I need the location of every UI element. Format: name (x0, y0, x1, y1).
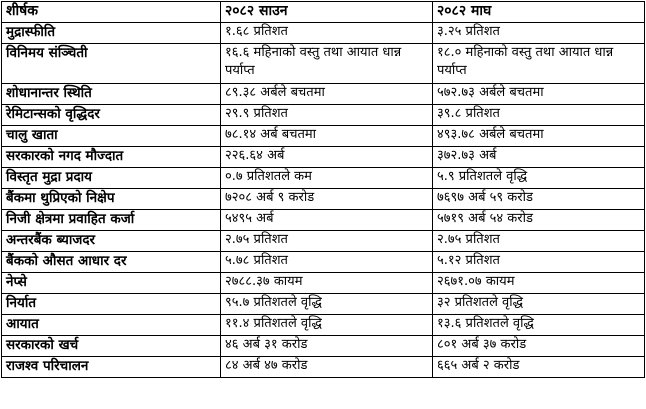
cell-value: १३.६ प्रतिशतले वृद्धि (433, 315, 645, 336)
table-row (2, 44, 645, 84)
table-row (2, 147, 645, 168)
table-row (2, 84, 645, 105)
cell-value: ३.२५ प्रतिशत (433, 23, 645, 44)
cell-value: ८९.३८ अर्बले बचतमा (221, 84, 433, 105)
cell-value: ५.१२ प्रतिशत (433, 252, 645, 273)
cell-value: २६७१.०७ कायम (433, 273, 645, 294)
cell-value: ५४९५ अर्ब (221, 210, 433, 231)
row-label: निजी क्षेत्रमा प्रवाहित कर्जा (2, 210, 221, 231)
cell-value: ४९३.७८ अर्बले बचतमा (433, 126, 645, 147)
row-label: आयात (2, 315, 221, 336)
table-row (2, 105, 645, 126)
cell-text: १६.६ महिनाको वस्तु तथा आयात धान्न पर्याप्त (225, 45, 402, 78)
row-label: चालु खाता (2, 126, 221, 147)
cell-value: ७६९७ अर्ब ५९ करोड (433, 189, 645, 210)
row-label: सरकारको खर्च (2, 336, 221, 357)
row-label: राजश्व परिचालन (2, 357, 221, 378)
cell-value: ६६५ अर्ब २ करोड (433, 357, 645, 378)
cell-text: १८.० महिनाको वस्तु तथा आयात धान्न पर्याप्त (437, 45, 614, 78)
row-label: बैंकको औसत आधार दर (2, 252, 221, 273)
cell-value: २७८८.३७ कायम (221, 273, 433, 294)
table-row (2, 273, 645, 294)
cell-value: ३९.८ प्रतिशत (433, 105, 645, 126)
cell-value: ०.७ प्रतिशतले कम (221, 168, 433, 189)
cell-value: ३२ प्रतिशतले वृद्धि (433, 294, 645, 315)
row-label: मुद्रास्फीति (2, 23, 221, 44)
cell-value: १.६८ प्रतिशत (221, 23, 433, 44)
cell-value (221, 44, 433, 84)
table-row (2, 252, 645, 273)
cell-value (433, 44, 645, 84)
row-label: रेमिटान्सको वृद्धिदर (2, 105, 221, 126)
cell-value: ५७१९ अर्ब ५४ करोड (433, 210, 645, 231)
row-label: सरकारको नगद मौज्दात (2, 147, 221, 168)
table-row (2, 294, 645, 315)
table-row (2, 336, 645, 357)
comparison-table (1, 1, 645, 378)
cell-value: ७८.१४ अर्ब बचतमा (221, 126, 433, 147)
cell-value: २२६.६४ अर्ब (221, 147, 433, 168)
cell-value: ८०१ अर्ब ३७ करोड (433, 336, 645, 357)
table-row (2, 357, 645, 378)
table-row (2, 210, 645, 231)
cell-value: ९५.७ प्रतिशतले वृद्धि (221, 294, 433, 315)
table-row (2, 231, 645, 252)
header-col-3: २०८२ माघ (433, 2, 645, 23)
cell-value: ५.९ प्रतिशतले वृद्धि (433, 168, 645, 189)
row-label: अन्तरबैंक ब्याजदर (2, 231, 221, 252)
cell-value: ३७२.७३ अर्ब (433, 147, 645, 168)
cell-value: ५.७८ प्रतिशत (221, 252, 433, 273)
cell-value: २.७५ प्रतिशत (433, 231, 645, 252)
row-label: शोधानान्तर स्थिति (2, 84, 221, 105)
row-label: बैंकमा थुप्रिएको निक्षेप (2, 189, 221, 210)
cell-value: ५७२.७३ अर्बले बचतमा (433, 84, 645, 105)
row-label: निर्यात (2, 294, 221, 315)
header-row (2, 2, 645, 23)
table-row (2, 315, 645, 336)
cell-value: ७२०८ अर्ब ९ करोड (221, 189, 433, 210)
row-label: विस्तृत मुद्रा प्रदाय (2, 168, 221, 189)
row-label: नेप्से (2, 273, 221, 294)
table-row (2, 126, 645, 147)
header-title: शीर्षक (2, 2, 221, 23)
cell-value: २९.९ प्रतिशत (221, 105, 433, 126)
cell-value: ८४ अर्ब ४७ करोड (221, 357, 433, 378)
table-row (2, 189, 645, 210)
table-row (2, 168, 645, 189)
table-row (2, 23, 645, 44)
cell-value: २.७५ प्रतिशत (221, 231, 433, 252)
cell-value: ४६ अर्ब ३१ करोड (221, 336, 433, 357)
cell-value: ११.४ प्रतिशतले वृद्धि (221, 315, 433, 336)
row-label: विनिमय संञ्चिती (2, 44, 221, 84)
header-col-2: २०८२ साउन (221, 2, 433, 23)
